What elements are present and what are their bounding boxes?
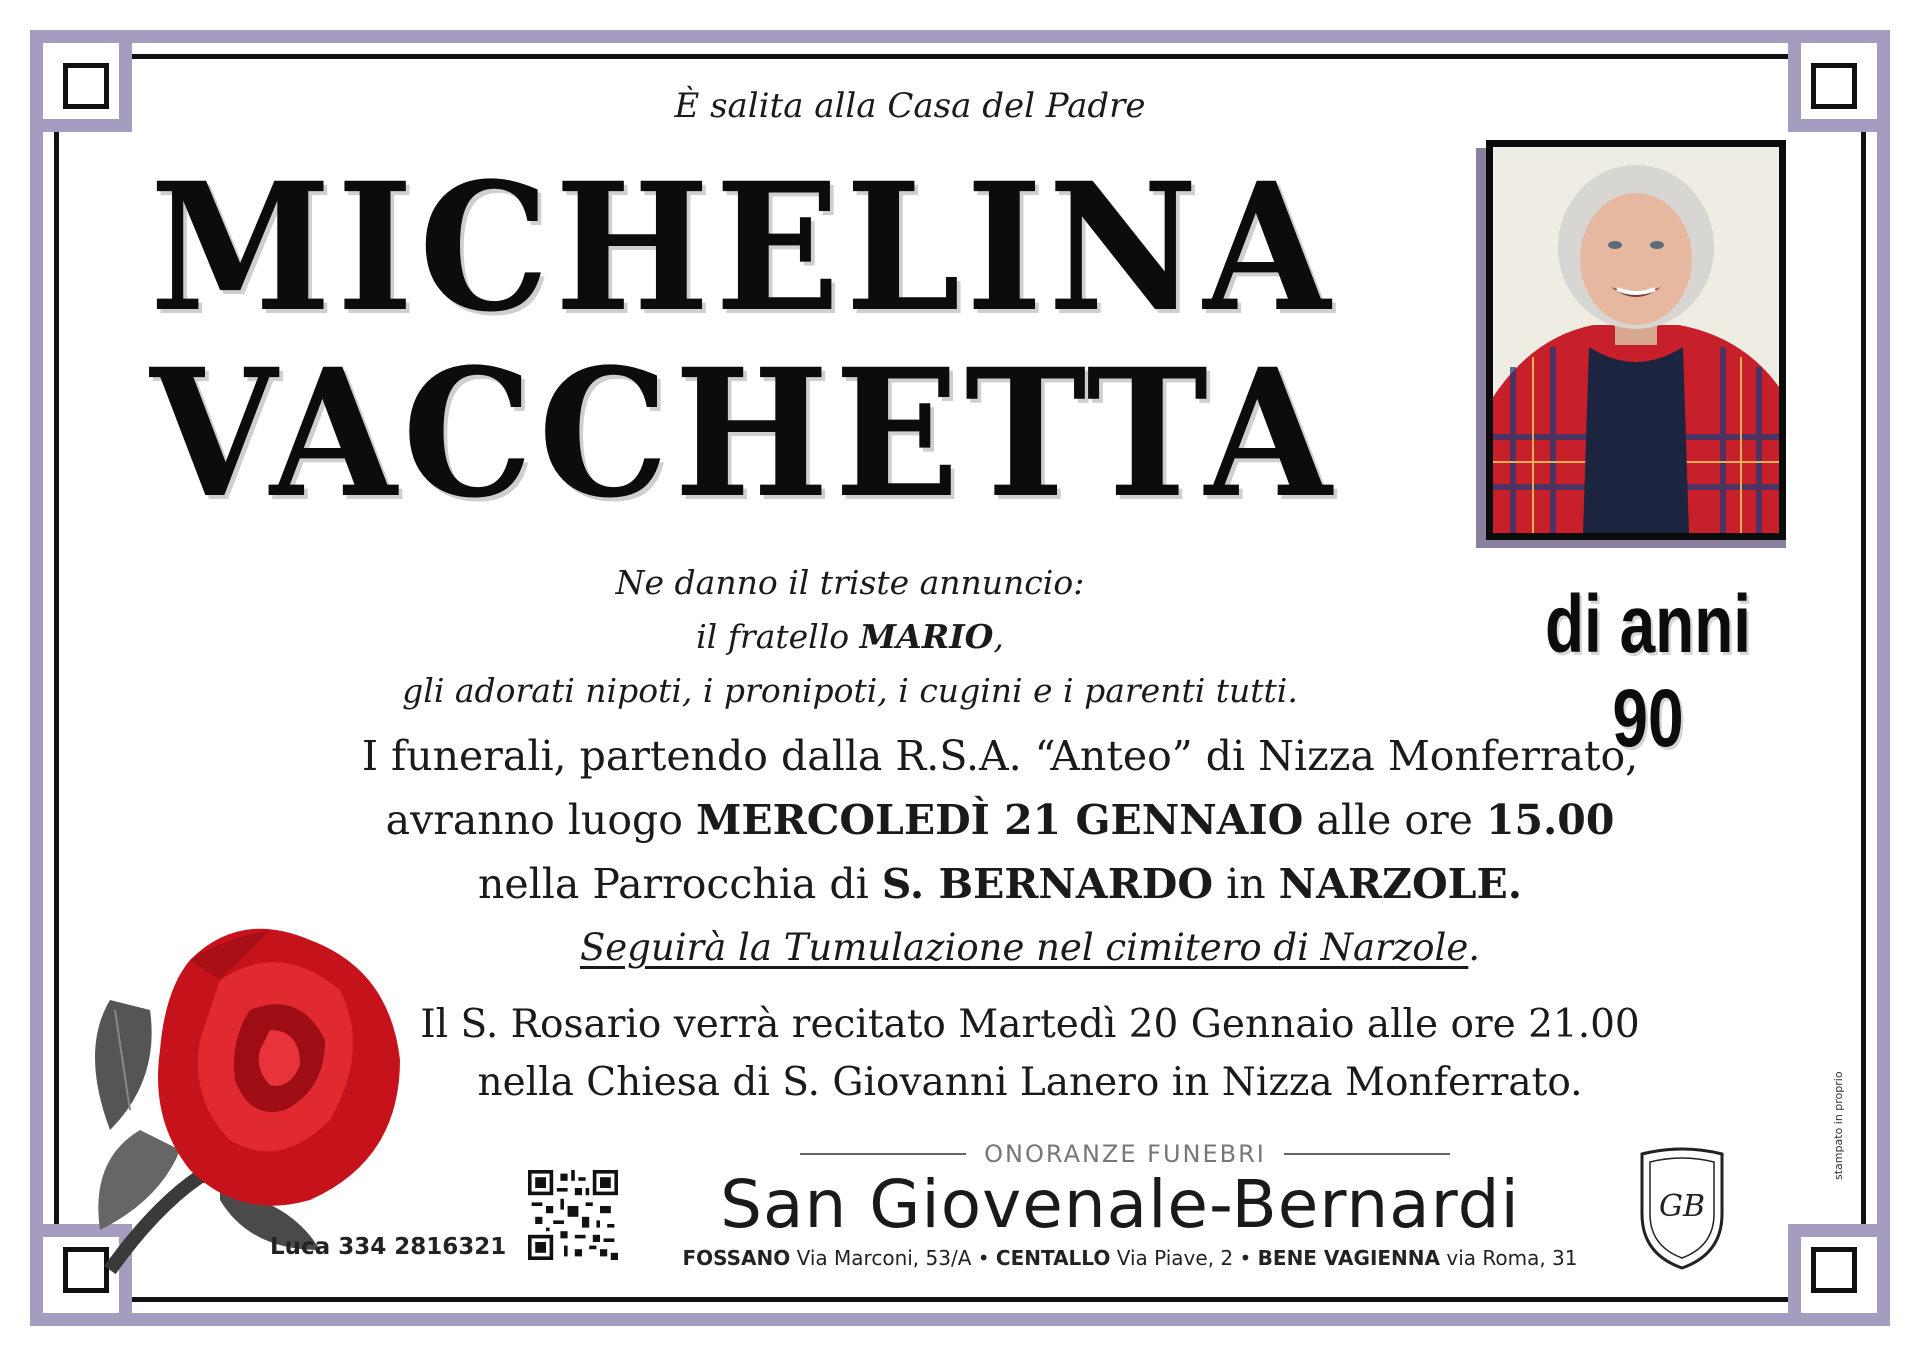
mourners-block <box>320 556 1380 718</box>
parish-name: S. BERNARDO <box>881 860 1214 908</box>
svg-text:GB: GB <box>1658 1189 1706 1224</box>
company-logo-shield <box>1634 1144 1730 1272</box>
brother-name: MARIO <box>859 617 994 656</box>
frame-corner-bottom-right <box>1788 1224 1890 1326</box>
mourners-line-1: Ne danno il triste annuncio: <box>615 563 1085 602</box>
company-name: San Giovenale-Bernardi <box>720 1166 1520 1243</box>
mourners-line-2: il fratello MARIO, <box>696 617 1004 656</box>
intro-text: È salita alla Casa del Padre <box>674 86 1146 126</box>
funeral-line-1: I funerali, partendo dalla R.S.A. “Anteo” di Nizza Monferrato, <box>361 732 1639 780</box>
funeral-time: 15.00 <box>1485 796 1615 844</box>
funeral-details <box>300 724 1700 916</box>
deceased-first-name: MICHELINA <box>150 144 1336 351</box>
printed-note: stampato in proprio <box>1832 1071 1845 1180</box>
rosary-line-1: Il S. Rosario verrà recitato Martedì 20 Gennaio alle ore 21.00 <box>420 1002 1640 1047</box>
company-addresses: FOSSANO Via Marconi, 53/A • CENTALLO Via Piave, 2 • BENE VAGIENNA via Roma, 31 <box>682 1246 1578 1270</box>
portrait-frame <box>1476 140 1796 550</box>
funeral-date: MERCOLEDÌ 21 GENNAIO <box>695 796 1304 844</box>
rosary-details <box>380 996 1680 1112</box>
portrait-photo <box>1486 140 1786 540</box>
deceased-last-name: VACCHETTA <box>150 330 1338 537</box>
onoranze-label: ONORANZE FUNEBRI <box>800 1140 1450 1168</box>
frame-corner-top-left <box>30 30 132 132</box>
rose-image <box>70 900 440 1280</box>
age-text: di anni 90 <box>1544 579 1752 764</box>
burial-note: Seguirà la Tumulazione nel cimitero di Narzole. <box>579 926 1481 969</box>
frame-corner-top-right <box>1788 30 1890 132</box>
mourners-line-3: gli adorati nipoti, i pronipoti, i cugini e i parenti tutti. <box>402 671 1298 710</box>
funeral-line-2: avranno luogo MERCOLEDÌ 21 GENNAIO alle ore 15.00 <box>385 796 1615 844</box>
funeral-line-3: nella Parrocchia di S. BERNARDO in NARZOLE. <box>477 860 1523 908</box>
town-name: NARZOLE. <box>1278 860 1523 908</box>
rosary-line-2: nella Chiesa di S. Giovanni Lanero in Nizza Monferrato. <box>477 1060 1583 1105</box>
contact-phone: Luca 334 2816321 <box>270 1234 507 1260</box>
